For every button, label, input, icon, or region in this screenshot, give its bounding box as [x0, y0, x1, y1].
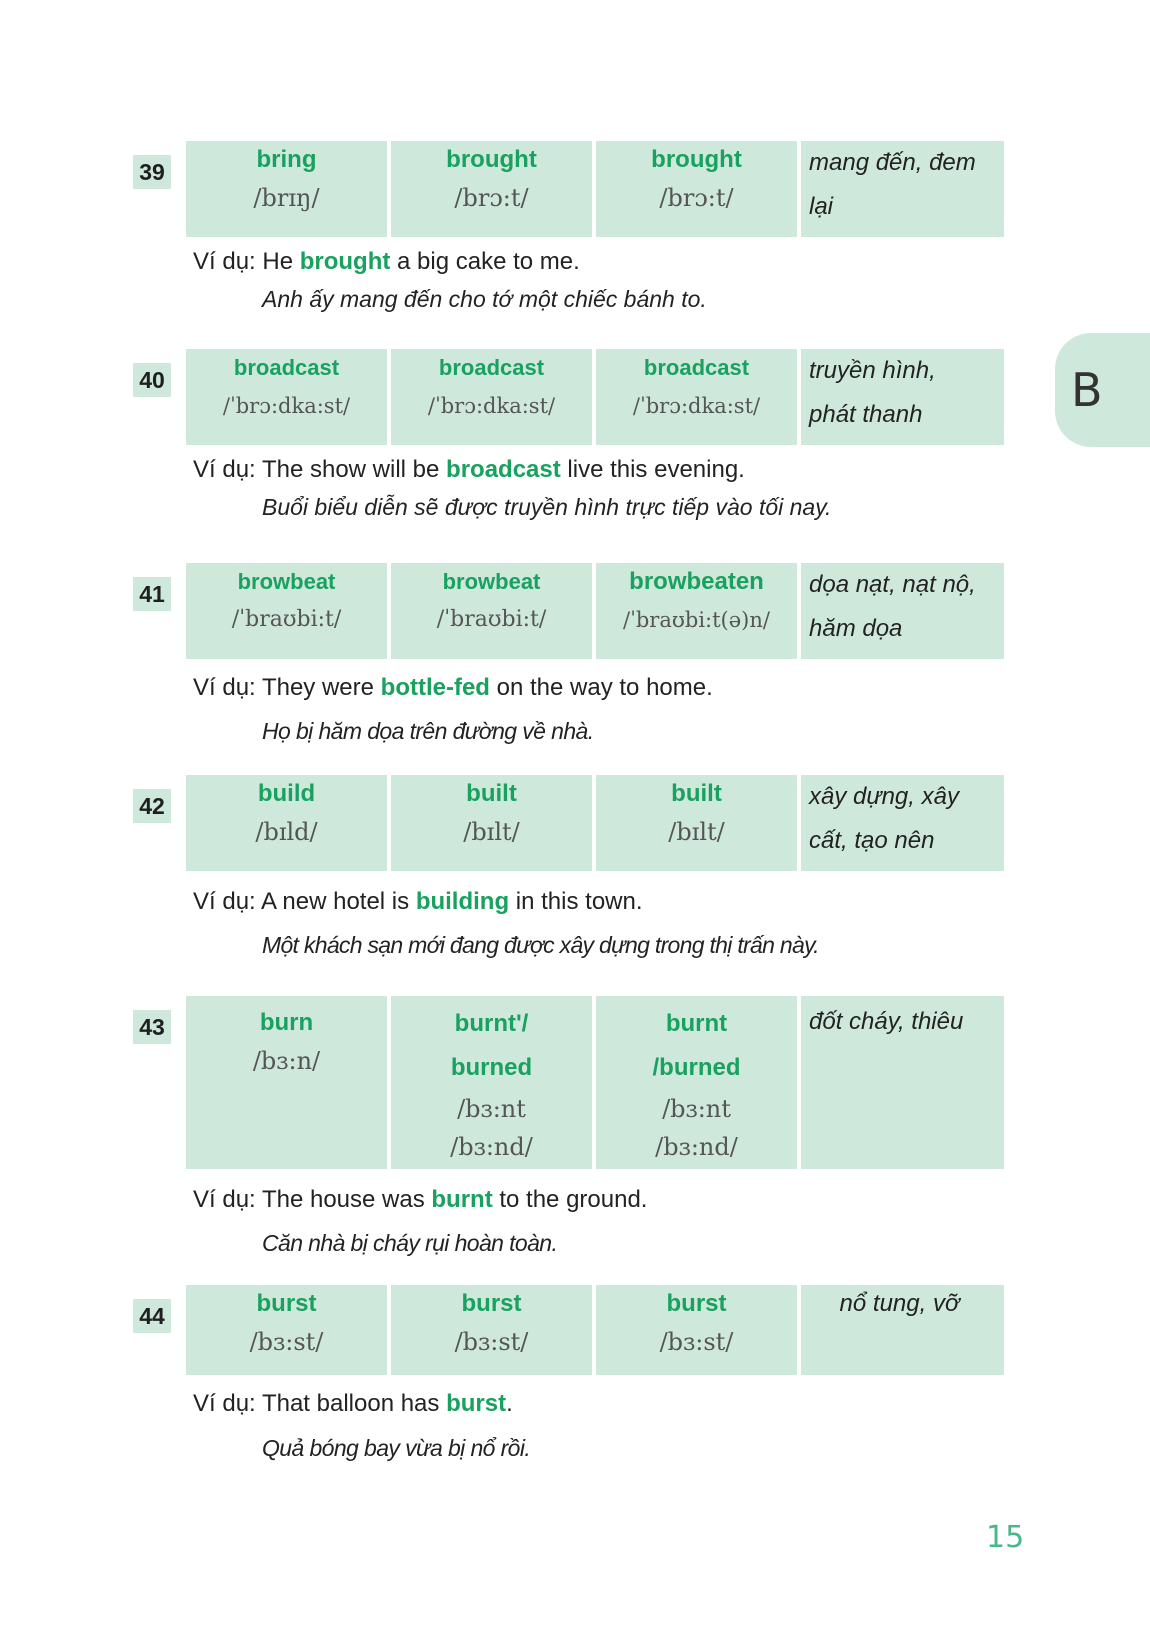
past-simple-ipa: /bɜ:nt: [457, 1095, 526, 1123]
verb-forms-row: [186, 141, 1004, 237]
example-translation: Quả bóng bay vừa bị nổ rồi.: [262, 1435, 531, 1461]
past-simple-cell: [391, 563, 592, 659]
example-translation: Một khách sạn mới đang được xây dựng trong thị trấn này.: [262, 932, 819, 958]
past-participle-ipa: /bɜ:nt: [662, 1095, 731, 1123]
example-sentence: Ví dụ: A new hotel is building in this town.: [193, 888, 643, 915]
past-simple-word: broadcast: [438, 355, 545, 380]
past-simple-cell: [391, 141, 592, 237]
base-form-ipa: /ˈbrɔ:dka:st/: [222, 394, 351, 418]
meaning-line-1: xây dựng, xây: [809, 783, 959, 810]
meaning-cell: [801, 996, 1004, 1169]
base-form-ipa: /bɪld/: [255, 818, 318, 846]
example-sentence: Ví dụ: The house was burnt to the ground.: [193, 1186, 648, 1213]
meaning-line-2: cất, tạo nên: [809, 827, 935, 854]
base-form-cell: [186, 996, 387, 1169]
past-simple-ipa: /ˈbrɔ:dka:st/: [427, 394, 556, 418]
verb-forms-row: [186, 349, 1004, 445]
example-sentence: Ví dụ: That balloon has burst.: [193, 1390, 513, 1417]
meaning-line-1: truyền hình,: [809, 357, 936, 384]
meaning-line-1: mang đến, đem: [809, 149, 976, 176]
past-participle-word: burst: [666, 1290, 727, 1317]
example-highlight: burst: [446, 1390, 507, 1417]
base-form-ipa: /bɜ:n/: [252, 1047, 321, 1075]
base-form-word: burst: [256, 1290, 317, 1317]
alphabet-side-tab: [1055, 333, 1150, 447]
past-simple-word: brought: [446, 146, 537, 173]
meaning-line-2: hăm dọa: [809, 615, 903, 642]
past-participle-cell: [596, 141, 797, 237]
example-sentence: Ví dụ: He brought a big cake to me.: [193, 248, 580, 275]
base-form-word: burn: [259, 1009, 314, 1036]
meaning-line-1: dọa nạt, nạt nộ,: [809, 571, 976, 598]
entry-number: 41: [133, 577, 171, 611]
meaning-line-2: lại: [809, 193, 834, 220]
entry-number: 39: [133, 155, 171, 189]
base-form-word: browbeat: [237, 569, 336, 594]
alphabet-letter: B: [1071, 363, 1103, 417]
past-simple-ipa: /brɔ:t/: [454, 184, 529, 212]
past-participle-cell: [596, 996, 797, 1169]
past-simple-word-alt: burned: [450, 1054, 533, 1081]
example-translation: Căn nhà bị cháy rụi hoàn toàn.: [262, 1230, 558, 1256]
example-highlight: burnt: [431, 1186, 493, 1213]
past-participle-ipa: /bɜ:st/: [659, 1328, 734, 1356]
verb-forms-row: [186, 563, 1004, 659]
base-form-cell: [186, 141, 387, 237]
entry-number: 42: [133, 789, 171, 823]
past-simple-ipa-alt: /bɜ:nd/: [450, 1133, 533, 1161]
past-participle-cell: [596, 349, 797, 445]
base-form-cell: [186, 563, 387, 659]
example-sentence: Ví dụ: They were bottle-fed on the way to home.: [193, 674, 713, 701]
verb-forms-row: [186, 775, 1004, 871]
meaning-line-1: đốt cháy, thiêu: [809, 1008, 964, 1035]
past-simple-ipa: /ˈbraʊbi:t/: [436, 607, 547, 632]
example-highlight: broadcast: [446, 456, 561, 483]
past-participle-ipa-alt: /bɜ:nd/: [655, 1133, 738, 1161]
past-simple-ipa: /bɜ:st/: [454, 1328, 529, 1356]
past-participle-cell: [596, 563, 797, 659]
past-simple-cell: [391, 349, 592, 445]
base-form-ipa: /brɪŋ/: [253, 184, 320, 212]
past-simple-cell: [391, 775, 592, 871]
base-form-ipa: /bɜ:st/: [249, 1328, 324, 1356]
past-simple-cell: [391, 1285, 592, 1375]
past-participle-word: burnt: [665, 1010, 728, 1037]
example-highlight: building: [415, 888, 510, 915]
past-participle-ipa: /brɔ:t/: [659, 184, 734, 212]
past-participle-cell: [596, 1285, 797, 1375]
meaning-cell: [801, 1285, 1004, 1375]
meaning-cell: [801, 563, 1004, 659]
example-sentence: Ví dụ: The show will be broadcast live this evening.: [193, 456, 745, 483]
base-form-word: build: [257, 780, 316, 807]
base-form-cell: [186, 775, 387, 871]
past-participle-word: browbeaten: [629, 568, 764, 595]
base-form-cell: [186, 349, 387, 445]
meaning-cell: [801, 141, 1004, 237]
past-participle-cell: [596, 775, 797, 871]
base-form-cell: [186, 1285, 387, 1375]
past-participle-ipa: /bɪlt/: [668, 818, 725, 846]
verb-forms-row: [186, 996, 1004, 1169]
meaning-line-2: phát thanh: [809, 401, 923, 428]
meaning-cell: [801, 775, 1004, 871]
verb-forms-row: [186, 1285, 1004, 1375]
entry-number: 40: [133, 363, 171, 397]
past-participle-word: brought: [651, 146, 742, 173]
example-translation: Buổi biểu diễn sẽ được truyền hình trực tiếp vào tối nay.: [262, 494, 832, 520]
past-simple-word: browbeat: [442, 569, 541, 594]
page-number: 15: [986, 1520, 1025, 1555]
past-participle-word-alt: /burned: [652, 1054, 741, 1081]
past-simple-word: burnt'/: [454, 1010, 529, 1037]
entry-number: 43: [133, 1010, 171, 1044]
base-form-word: bring: [256, 146, 317, 173]
example-translation: Anh ấy mang đến cho tớ một chiếc bánh to.: [262, 286, 707, 312]
past-participle-word: built: [671, 780, 722, 807]
example-highlight: bottle-fed: [380, 674, 490, 701]
example-highlight: brought: [299, 248, 391, 275]
past-simple-word: built: [466, 780, 517, 807]
past-simple-word: burst: [461, 1290, 522, 1317]
past-participle-ipa: /ˈbraʊbi:t(ə)n/: [623, 608, 770, 632]
meaning-line-1: nổ tung, vỡ: [839, 1290, 960, 1317]
past-simple-cell: [391, 996, 592, 1169]
past-participle-word: broadcast: [643, 355, 750, 380]
meaning-cell: [801, 349, 1004, 445]
base-form-ipa: /ˈbraʊbi:t/: [231, 607, 342, 632]
example-translation: Họ bị hăm dọa trên đường về nhà.: [262, 718, 594, 744]
past-participle-ipa: /ˈbrɔ:dka:st/: [632, 394, 761, 418]
past-simple-ipa: /bɪlt/: [463, 818, 520, 846]
base-form-word: broadcast: [233, 355, 340, 380]
entry-number: 44: [133, 1299, 171, 1333]
